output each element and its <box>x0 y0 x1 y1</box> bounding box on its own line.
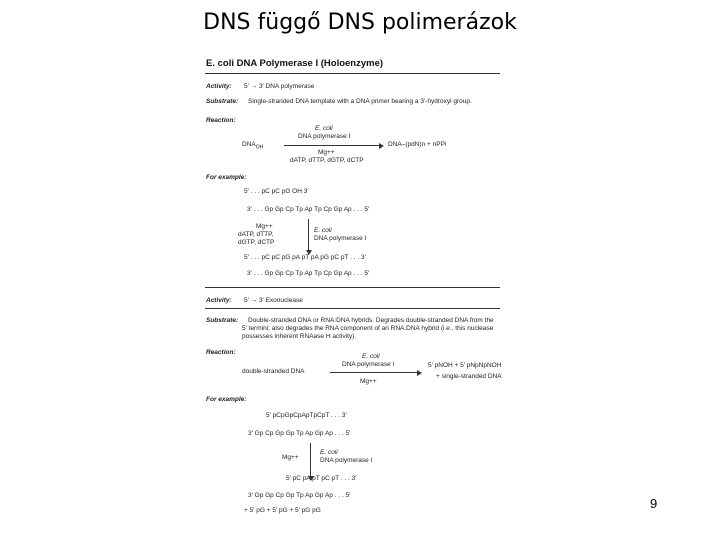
reaction-cofactor: Mg++ <box>318 149 335 156</box>
activity-label: Activity: <box>206 297 232 304</box>
sequence-line: 3′ Gp Cp Gp Gp Tp Ap Gp Ap . . . 5′ <box>248 430 351 437</box>
substrate-text: 5′ termini; also degrades the RNA component of an RNA:DNA hybrid (i.e., this nuclease <box>242 325 494 332</box>
slide-title: DNS függő DNS polimerázok <box>203 10 517 35</box>
sequence-line: 5′ pCpGpCpApTpCpT . . . 3′ <box>266 412 347 419</box>
reaction-dntps: dATP, dTTP, dGTP, dCTP <box>290 157 364 164</box>
reaction-enzyme-name: DNA polymerase I <box>342 361 395 368</box>
substrate-text: Double-stranded DNA or RNA:DNA hybrids. Degrades double-stranded DNA from the <box>248 317 494 324</box>
reaction-substrate: double-stranded DNA <box>242 368 305 375</box>
reaction-substrate: $DNA_{OH}$ <box>242 141 264 151</box>
sequence-line: 5′ . . . pC pC pG OH 3′ <box>244 188 309 195</box>
divider <box>205 73 500 74</box>
sequence-line: 5′ pC pA pT pC pT . . . 3′ <box>286 475 357 482</box>
substrate-label: Substrate: <box>206 317 239 324</box>
activity-text: 5′ → 3′ DNA polymerase <box>244 83 315 90</box>
scanned-figure <box>200 55 530 525</box>
example-down-arrow <box>308 219 309 253</box>
example-dntps: dGTP, dCTP <box>238 239 275 246</box>
example-cofactor: Mg++ <box>256 223 273 230</box>
example-down-arrow <box>310 443 311 479</box>
divider <box>205 287 500 288</box>
reaction-arrow <box>330 372 420 373</box>
divider <box>205 308 500 309</box>
example-dntps: dATP, dTTP, <box>238 231 274 238</box>
example-enzyme-name: DNA polymerase I <box>320 457 373 464</box>
reaction-label: Reaction: <box>206 349 236 356</box>
sequence-line: + 5′ pG + 5′ pG + 5′ pG pG <box>244 507 321 514</box>
reaction-enzyme: E. coli <box>362 353 380 360</box>
reaction-arrow <box>284 145 382 146</box>
example-cofactor: Mg++ <box>282 454 299 461</box>
sequence-line: 3′ . . . Gp Gp Cp Tp Ap Tp Cp Gp Ap . . . 5′ <box>247 206 370 213</box>
figure-heading: E. coli DNA Polymerase I (Holoenzyme) <box>206 58 384 69</box>
example-enzyme: E. coli <box>314 227 332 234</box>
page-number: 9 <box>650 496 658 511</box>
sequence-line: 3′ Gp Gp Cp Gp Tp Ap Gp Ap . . . 5′ <box>248 492 351 499</box>
substrate-text: possesses inherent RNAase H activity). <box>242 333 357 340</box>
example-label: For example: <box>206 174 247 181</box>
reaction-enzyme: E. coli <box>315 125 333 132</box>
substrate-text: Single-stranded DNA template with a DNA primer bearing a 3′-hydroxyl group. <box>248 98 472 105</box>
reaction-product: + single-stranded DNA <box>436 373 502 380</box>
example-label: For example: <box>206 396 247 403</box>
reaction-enzyme-name: DNA polymerase I <box>298 133 351 140</box>
substrate-label: Substrate: <box>206 98 239 105</box>
reaction-cofactor: Mg++ <box>360 378 377 385</box>
reaction-label: Reaction: <box>206 117 236 124</box>
example-enzyme-name: DNA polymerase I <box>314 235 367 242</box>
reaction-product: DNA–(pdN)n + nPPi <box>388 141 447 148</box>
example-enzyme: E. coli <box>320 449 338 456</box>
sequence-line: 5′ . . . pC pC pG pA pT pA pG pC pT . . . 3′ <box>244 254 366 261</box>
reaction-product: 5′ pNOH + 5′ pNpNpNOH <box>428 362 502 369</box>
sequence-line: 3′ . . . Gp Gp Cp Tp Ap Tp Cp Gp Ap . . . 5′ <box>247 270 370 277</box>
activity-label: Activity: <box>206 83 232 90</box>
activity-text: 5′ → 3′ Exonuclease <box>244 297 303 304</box>
